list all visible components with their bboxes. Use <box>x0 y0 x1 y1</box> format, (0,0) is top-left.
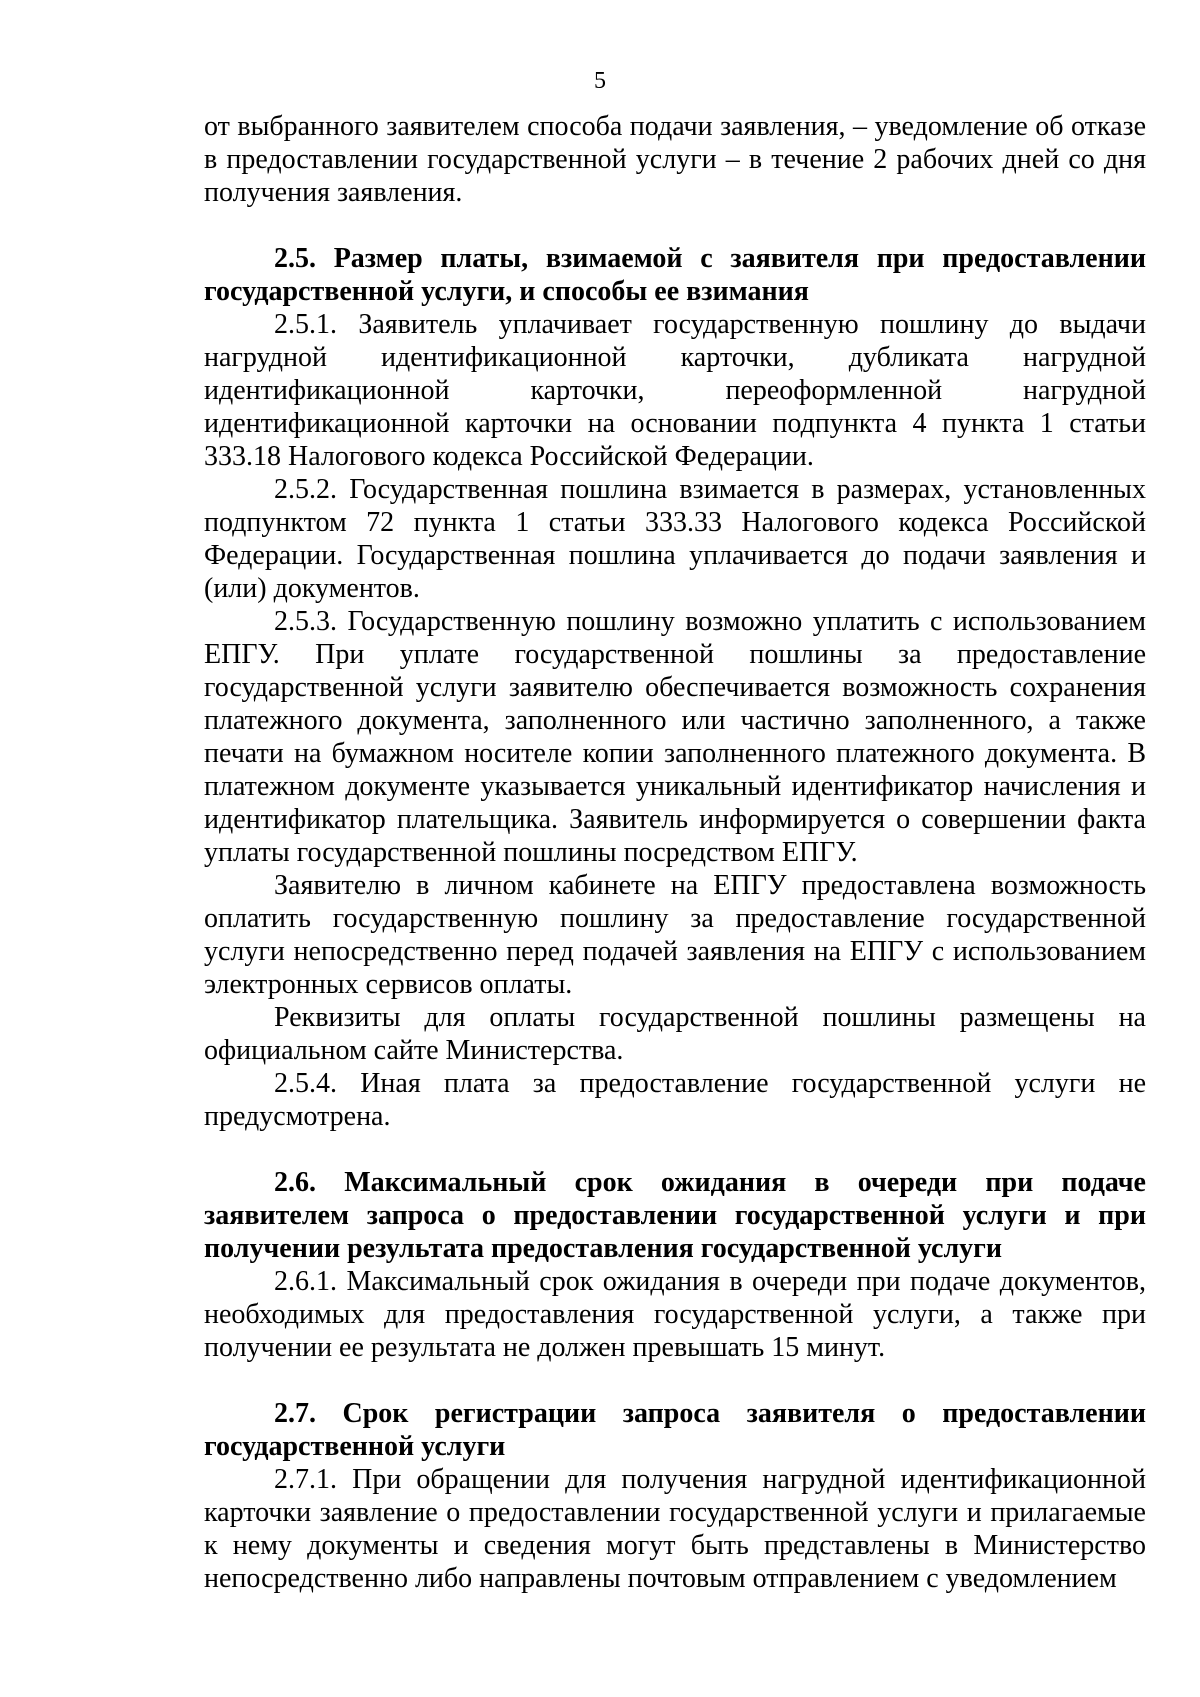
paragraph-2-5-3: 2.5.3. Государственную пошлину возможно уплатить с использованием ЕПГУ. При уплате государственной пошлины за предоставление государственной услуги заявителю обеспечивается возможность сохранения платежного документа, заполненного или частично заполненного, а также печати на бумажном носителе копии заполненного платежного документа. В платежном документе указывается уникальный идентификатор начисления и идентификатор плательщика. Заявитель информируется о совершении факта уплаты государственной пошлины посредством ЕПГУ. <box>204 606 1146 868</box>
paragraph-personal-cabinet: Заявителю в личном кабинете на ЕПГУ предоставлена возможность оплатить государственную пошлину за предоставление государственной услуги непосредственно перед подачей заявления на ЕПГУ с использованием электронных сервисов оплаты. <box>204 870 1146 1000</box>
paragraph-2-5-1: 2.5.1. Заявитель уплачивает государственную пошлину до выдачи нагрудной идентификационной карточки, дубликата нагрудной идентификационной карточки, переоформленной нагрудной идентификационной карточки на основании подпункта 4 пункта 1 статьи 333.18 Налогового кодекса Российской Федерации. <box>204 309 1146 472</box>
paragraph-2-5-4: 2.5.4. Иная плата за предоставление государственной услуги не предусмотрена. <box>204 1068 1146 1132</box>
paragraph-intro: от выбранного заявителем способа подачи заявления, – уведомление об отказе в предоставлении государственной услуги – в течение 2 рабочих дней со дня получения заявления. <box>204 111 1146 208</box>
section-heading-2-5: 2.5. Размер платы, взимаемой с заявителя при предоставлении государственной услуги, и способы ее взимания <box>204 243 1146 307</box>
paragraph-2-7-1: 2.7.1. При обращении для получения нагрудной идентификационной карточки заявление о предоставлении государственной услуги и прилагаемые к нему документы и сведения могут быть представлены в Министерство непосредственно либо направлены почтовым отправлением с уведомлением <box>204 1464 1146 1594</box>
paragraph-2-6-1: 2.6.1. Максимальный срок ожидания в очереди при подаче документов, необходимых для предоставления государственной услуги, а также при получении ее результата не должен превышать 15 минут. <box>204 1266 1146 1363</box>
section-heading-2-7: 2.7. Срок регистрации запроса заявителя о предоставлении государственной услуги <box>204 1398 1146 1462</box>
paragraph-requisites: Реквизиты для оплаты государственной пошлины размещены на официальном сайте Министерства. <box>204 1002 1146 1066</box>
page-number: 5 <box>594 68 606 94</box>
section-heading-2-6: 2.6. Максимальный срок ожидания в очереди при подаче заявителем запроса о предоставлении государственной услуги и при получении результата предоставления государственной услуги <box>204 1167 1146 1264</box>
paragraph-2-5-2: 2.5.2. Государственная пошлина взимается в размерах, установленных подпунктом 72 пункта 1 статьи 333.33 Налогового кодекса Российской Федерации. Государственная пошлина уплачивается до подачи заявления и (или) документов. <box>204 474 1146 604</box>
